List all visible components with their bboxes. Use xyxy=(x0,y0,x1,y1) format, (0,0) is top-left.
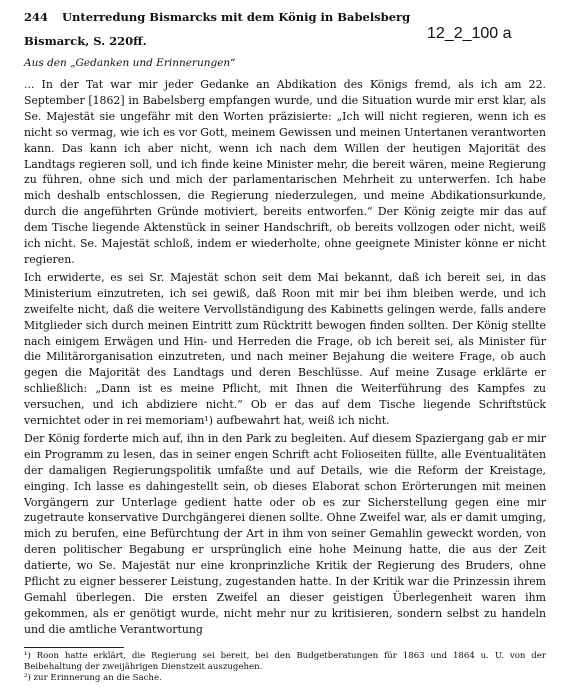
paragraph: ... In der Tat war mir jeder Gedanke an Abdikation des Königs fremd, als ich am 22. September [1862] in Babelsberg empfangen wurde, und die Situation wurde mir erst klar, als Se. Majestät sie ungefähr mit den Worten präzisierte: „Ich will nicht regieren, wenn ich es nicht so vermag, wie ich es vor Gott, meinem Gewissen und meinen Untertanen verantworten kann. Das kann ich aber nicht, wenn ich nach dem Willen der heutigen Majorität des Landtags regieren soll, und ich finde keine Minister mehr, die bereit wären, meine Regierung zu führen, ohne sich und mich der parlamentarischen Mehrheit zu unterwerfen. Ich habe mich deshalb entschlossen, die Regierung niederzulegen, und meine Abdikationsurkunde, durch die angeführten Gründe motiviert, bereits entworfen.“ Der König zeigte mir das auf dem Tische liegende Aktenstück in seiner Handschrift, ob bereits vollzogen oder nicht, weiß ich nicht. Se. Majestät schloß, indem er wiederholte, ohne geeignete Minister könne er nicht regieren. xyxy=(24,78,546,266)
footnote: ¹) Roon hatte erklärt, die Regierung sei bereit, bei den Budgetberatungen für 1863 und 1864 u. U. von der Beibehaltung der zweijährigen Dienstzeit auszugehen. xyxy=(24,651,546,672)
paragraph: Der König forderte mich auf, ihn in den Park zu begleiten. Auf diesem Spaziergang gab er mir ein Programm zu lesen, das in seiner engen Schrift acht Folioseiten füllte, alle Eventualitäten der damaligen Regierungspolitik umfaßte und auf Details, wie die Reform der Kreistage, einging. Ich lasse es dahingestellt sein, ob dieses Elaborat schon Erörterungen mit meinen Vorgängern zur Unterlage gedient hatte oder ob es zur Sicherstellung gegen eine mir zugetraute konservative Durchgängerei dienen sollte. Ohne Zweifel war, als er damit umging, mich zu berufen, eine Befürchtung der Art in ihm von seiner Gemahlin geweckt worden, von deren politischer Begabung er ursprünglich eine hohe Meinung hatte, die aus der Zeit datierte, wo Se. Majestät nur eine kronprinzliche Kritik der Regierung des Bruders, ohne Pflicht zu eigner besserer Leistung, zugestanden hatte. In der Kritik war die Prinzessin ihrem Gemahl überlegen. Die ersten Zweifel an dieser geistigen Überlegenheit waren ihm gekommen, als er genötigt wurde, nicht mehr nur zu kritisieren, sondern selbst zu handeln und die amtliche Verantwortung xyxy=(24,431,546,636)
footnotes xyxy=(24,651,546,684)
subtitle: Aus den „Gedanken und Erinnerungen“ xyxy=(24,57,236,69)
chapter-title: Unterredung Bismarcks mit dem König in Babelsberg xyxy=(62,10,411,24)
body-text xyxy=(24,77,546,638)
paragraph: Ich erwiderte, es sei Sr. Majestät schon seit dem Mai bekannt, daß ich bereit sei, in das Ministerium einzutreten, ich sei gewiß, daß Roon mit mir bei ihm bleiben werde, und ich zweifelte nicht, daß die weitere Vervollständigung des Kabinetts gelingen werde, falls andere Mitglieder sich durch meinen Eintritt zum Rücktritt bewogen finden sollten. Der König stellte nach einigem Erwägen und Hin- und Herreden die Frage, ob ich bereit sei, als Minister für die Militärorganisation einzutreten, und nach meiner Bejahung die weitere Frage, ob auch gegen die Majorität des Landtags und deren Beschlüsse. Auf meine Zusage erklärte er schließlich: „Dann ist es meine Pflicht, mit Ihnen die Weiterführung des Kampfes zu versuchen, und ich abdiziere nicht.“ Ob er das auf dem Tische liegende Schriftstück vernichtet oder in rei memoriam¹) aufbewahrt hat, weiß ich nicht. xyxy=(24,270,546,428)
document-id-stamp: 12_2_100 a xyxy=(427,25,512,42)
page-number: 244 xyxy=(24,10,49,24)
footnote: ²) zur Erinnerung an die Sache. xyxy=(24,673,162,683)
footnote-divider xyxy=(24,647,124,648)
running-header xyxy=(24,10,410,24)
source-reference: Bismarck, S. 220ff. xyxy=(24,34,147,48)
